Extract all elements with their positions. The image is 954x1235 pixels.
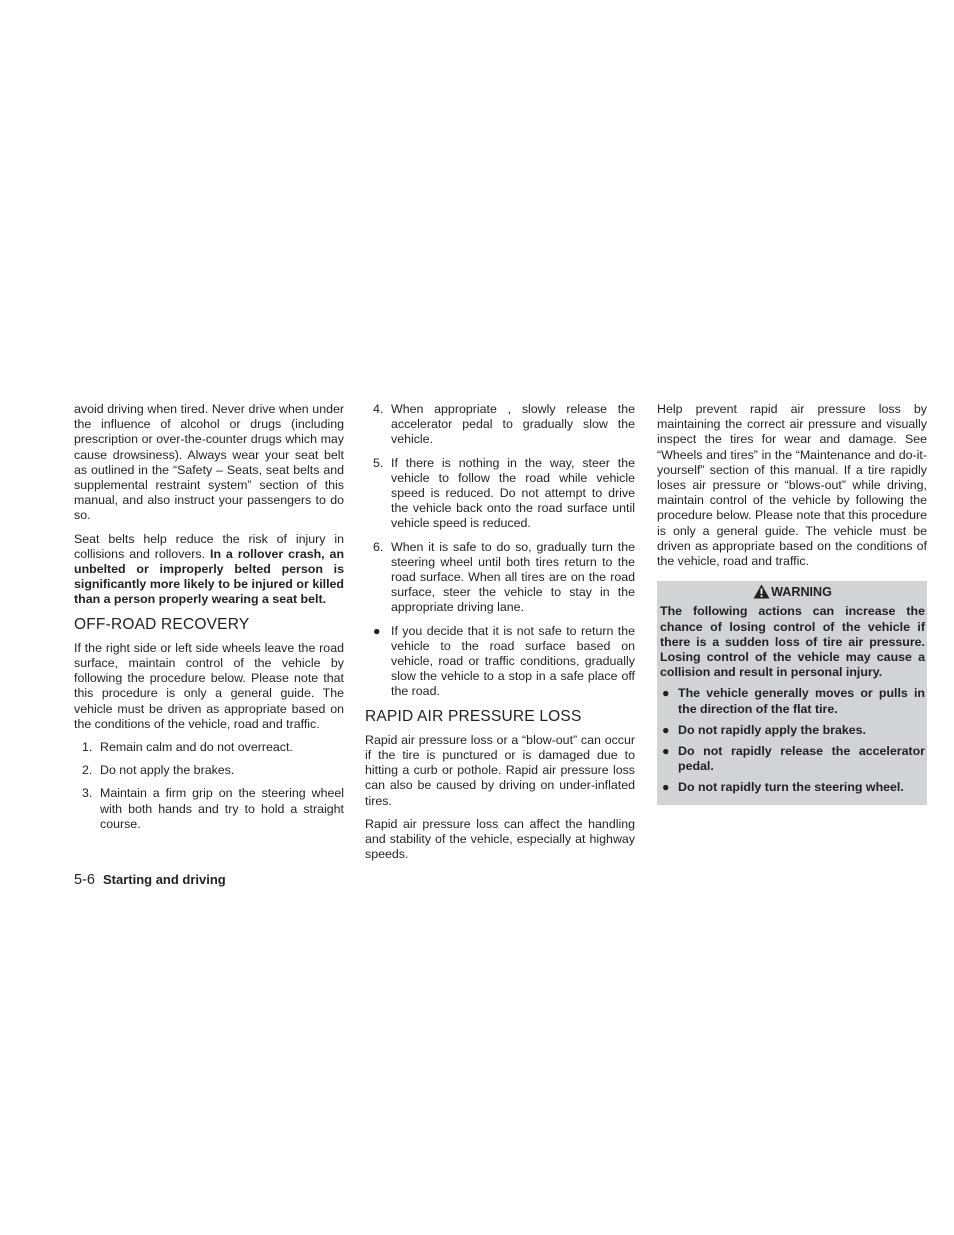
body-paragraph: avoid driving when tired. Never drive when under the influence of alcohol or drugs (including prescription or over-the-counter drugs which may cause drowsiness). Always wear your seat belt as outlined in the “Safety – Seats, seat belts and supplemental restraint system” section of this manual, and also instruct your passengers to do so. [74,402,344,523]
warning-triangle-icon [753,584,770,599]
section-heading-off-road-recovery: OFF-ROAD RECOVERY [74,615,250,633]
warning-bullet-text: Do not rapidly release the accelerator pedal. [678,744,925,774]
step-number: 5. [373,455,384,470]
step-text: Do not apply the brakes. [100,763,235,778]
section-title: Starting and driving [102,872,226,887]
body-text: Seat belts help reduce the risk of injury in collisions and rollovers. [74,531,344,561]
warning-bullet-item [660,744,925,774]
column-right [657,402,927,805]
step-text: Remain calm and do not overreact. [100,740,293,755]
warning-bullet-list [660,686,925,795]
list-item [365,624,635,700]
step-text: If there is nothing in the way, steer the vehicle to follow the road while vehicle speed is reduced. Do not attempt to drive the vehicle back onto the road surface until vehicle speed is reduced. [391,455,635,531]
step-item [365,402,635,448]
section-heading-rapid-air-pressure-loss: RAPID AIR PRESSURE LOSS [365,707,582,725]
step-item [365,540,635,616]
bullet-icon: ● [373,623,381,638]
warning-bullet-item [660,686,925,716]
step-text: Maintain a firm grip on the steering wheel with both hands and try to hold a straight course. [100,786,344,831]
bullet-list [365,624,635,700]
body-paragraph: Rapid air pressure loss can affect the handling and stability of the vehicle, especially at highway speeds. [365,816,635,862]
step-number: 6. [373,539,384,554]
warning-bullet-text: The vehicle generally moves or pulls in the direction of the flat tire. [678,686,925,716]
warning-intro: The following actions can increase the chance of losing control of the vehicle if there is a sudden loss of tire air pressure. Losing control of the vehicle may cause a collision and result in personal injury. [660,604,925,680]
body-paragraph: Rapid air pressure loss or a “blow-out” can occur if the tire is punctured or is damaged due to hitting a curb or pothole. Rapid air pressure loss can also be caused by driving on under-inflated tires. [365,732,635,808]
step-number: 4. [373,402,384,416]
bullet-icon: ● [662,686,670,701]
bullet-icon: ● [662,780,670,795]
bullet-icon: ● [662,744,670,759]
step-number: 2. [82,763,93,778]
warning-bullet-text: Do not rapidly turn the steering wheel. [678,780,904,795]
body-paragraph: If the right side or left side wheels leave the road surface, maintain control of the vehicle by following the procedure below. Please note that this procedure is only a general guide. The vehicle must be driven as appropriate based on the conditions of the vehicle, road and traffic. [74,640,344,731]
warning-body [660,604,925,795]
step-item [74,786,344,832]
step-item [74,763,344,778]
seat-belt-paragraph [74,532,344,608]
bullet-icon: ● [662,722,670,737]
warning-header [660,581,925,604]
step-item [74,740,344,755]
step-number: 1. [82,740,93,755]
warning-bullet-item [660,723,925,738]
page-footer [74,871,226,888]
column-left [74,402,344,840]
warning-bullet-item [660,780,925,795]
step-number: 3. [82,786,93,801]
step-item [365,456,635,532]
column-middle [365,402,635,870]
step-text: When it is safe to do so, gradually turn the steering wheel until both tires return to the road surface. When all tires are on the road surface, steer the vehicle to stay in the appropriate driving lane. [391,539,635,615]
list-item-text: If you decide that it is not safe to return the vehicle to the road surface based on vehicle, road or traffic conditions, gradually slow the vehicle to a stop in a safe place off the road. [391,623,635,699]
step-text: When appropriate , slowly release the accelerator pedal to gradually slow the vehicle. [391,402,635,447]
warning-box [657,581,927,804]
page-number: 5-6 [74,872,95,888]
numbered-steps [365,402,635,616]
emphasis-text: In a rollover crash, an unbelted or improperly belted person is significantly more likely to be injured or killed than a person properly wearing a seat belt. [74,546,345,607]
body-paragraph: Help prevent rapid air pressure loss by maintaining the correct air pressure and visually inspect the tires for wear and damage. See “Wheels and tires” in the “Maintenance and do-it-yourself” section of this manual. If a tire rapidly loses air pressure or “blows-out” while driving, maintain control of the vehicle by following the procedure below. Please note that this procedure is only a general guide. The vehicle must be driven as appropriate based on the conditions of the vehicle, road and traffic. [657,402,927,569]
warning-title: WARNING [771,585,832,600]
warning-bullet-text: Do not rapidly apply the brakes. [678,722,866,737]
numbered-steps [74,740,344,832]
